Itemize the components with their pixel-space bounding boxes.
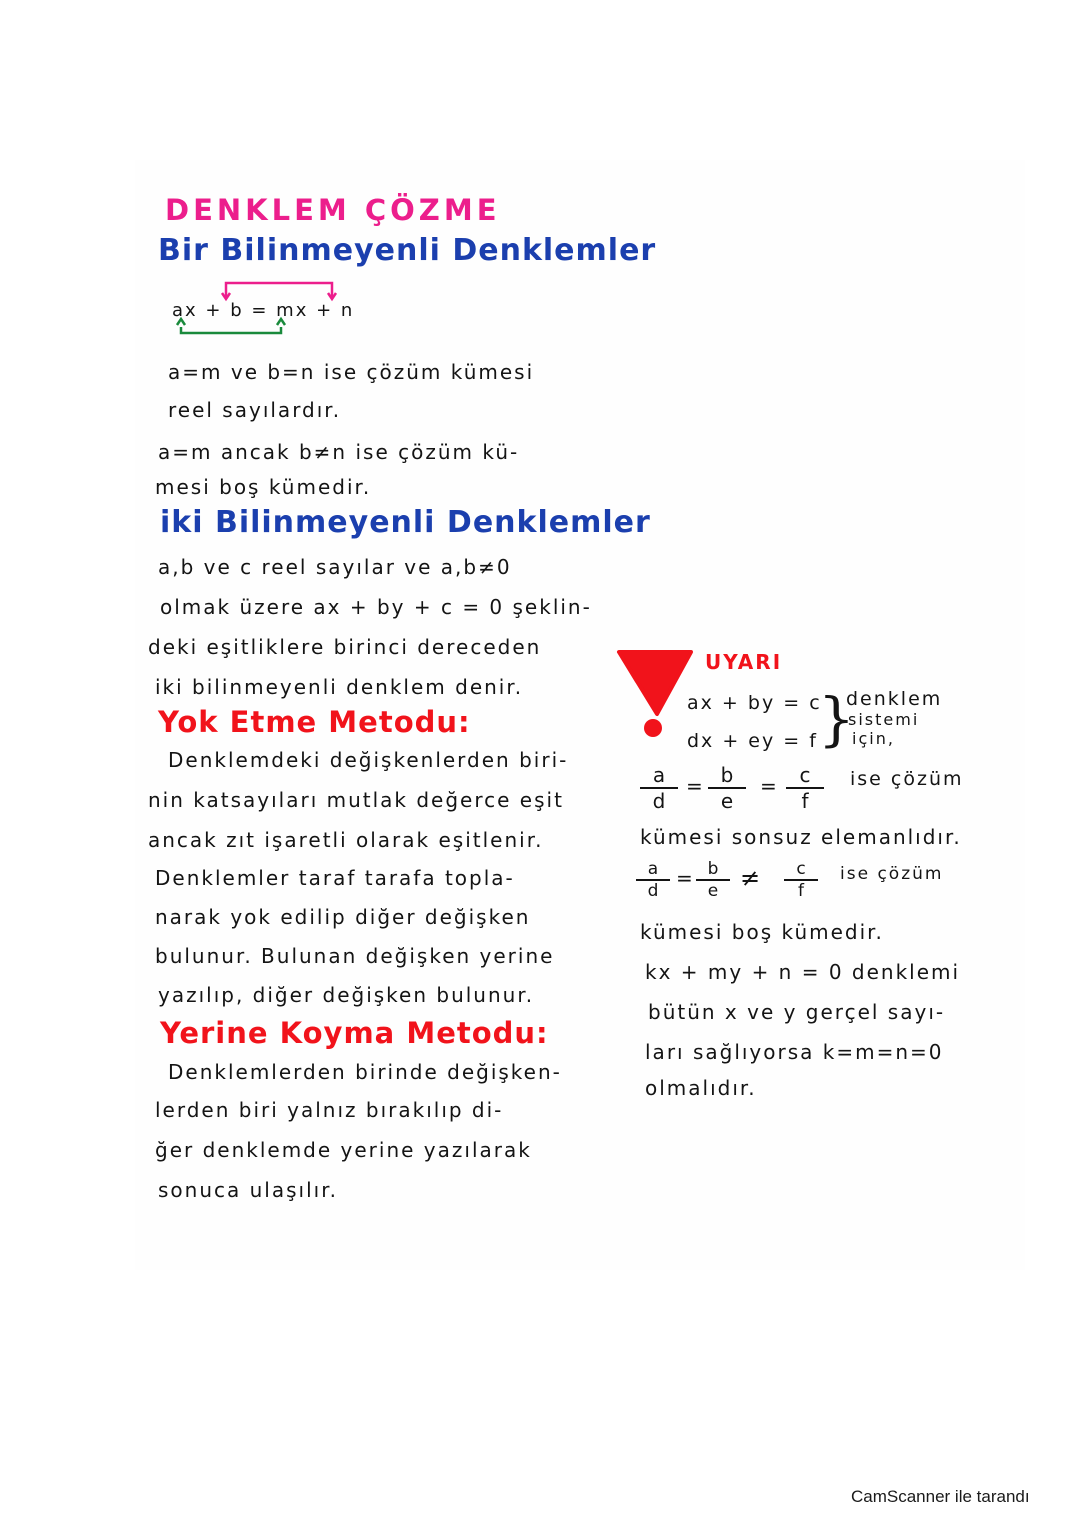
operator: =	[676, 866, 693, 890]
section-title-two-unknowns: iki Bilinmeyenli Denklemler	[160, 505, 651, 540]
text-line: ğer denklemde yerine yazılarak	[155, 1138, 532, 1162]
text-line: mesi boş kümedir.	[155, 475, 372, 499]
denominator: d	[647, 881, 659, 901]
text-line: olmalıdır.	[645, 1076, 757, 1100]
warning-exclamation-icon	[615, 648, 695, 738]
system-note-line: sistemi	[848, 710, 920, 729]
text-line: bütün x ve y gerçel sayı-	[648, 1000, 946, 1024]
text-line: lerden biri yalnız bırakılıp di-	[155, 1098, 504, 1122]
text-line: a,b ve c reel sayılar ve a,b≠0	[158, 555, 512, 579]
text-line: deki eşitliklere birinci dereceden	[148, 635, 542, 659]
fraction-c-over-f	[784, 860, 818, 900]
text-line: yazılıp, diğer değişken bulunur.	[158, 983, 535, 1007]
denominator: f	[798, 881, 804, 901]
method-title-elimination: Yok Etme Metodu:	[158, 705, 471, 739]
operator: =	[760, 774, 777, 798]
system-note-line: için,	[852, 729, 895, 748]
text-line: olmak üzere ax + by + c = 0 şeklin-	[160, 595, 592, 619]
text-line: ancak zıt işaretli olarak eşitlenir.	[148, 828, 544, 852]
system-equation-2: dx + ey = f	[687, 730, 818, 752]
system-note-line: denklem	[846, 688, 943, 710]
text-line: Denklemlerden birinde değişken-	[168, 1060, 562, 1084]
denominator: e	[720, 789, 734, 813]
text-line: ise çözüm	[840, 864, 944, 884]
text-line: kümesi sonsuz elemanlıdır.	[640, 825, 962, 849]
operator: ≠	[740, 864, 761, 892]
text-line: kx + my + n = 0 denklemi	[645, 960, 961, 984]
fraction-b-over-e	[708, 764, 746, 812]
equation-ax-b-mx-n: ax + b = mx + n	[172, 300, 355, 321]
text-line: iki bilinmeyenli denklem denir.	[155, 675, 524, 699]
warning-label: UYARI	[705, 650, 783, 674]
text-line: ları sağlıyorsa k=m=n=0	[645, 1040, 944, 1064]
text-line: bulunur. Bulunan değişken yerine	[155, 944, 555, 968]
numerator: c	[796, 859, 806, 879]
numerator: a	[647, 859, 659, 879]
numerator: b	[720, 763, 734, 787]
text-line: sonuca ulaşılır.	[158, 1178, 338, 1202]
fraction-a-over-d	[640, 764, 678, 812]
fraction-c-over-f	[786, 764, 824, 812]
scanner-watermark: CamScanner ile tarandı	[851, 1487, 1030, 1506]
section-title-one-unknown: Bir Bilinmeyenli Denklemler	[158, 233, 657, 268]
text-line: Denklemler taraf tarafa topla-	[155, 866, 515, 890]
numerator: c	[799, 763, 811, 787]
main-title: DENKLEM ÇÖZME	[165, 193, 501, 227]
system-equation-1: ax + by = c	[687, 692, 822, 714]
text-line: reel sayılardır.	[168, 398, 342, 422]
numerator: a	[652, 763, 666, 787]
numerator: b	[707, 859, 719, 879]
text-line: Denklemdeki değişkenlerden biri-	[168, 748, 569, 772]
operator: =	[686, 774, 703, 798]
text-line: a=m ve b=n ise çözüm kümesi	[168, 360, 535, 384]
denominator: d	[652, 789, 666, 813]
text-line: a=m ancak b≠n ise çözüm kü-	[158, 440, 520, 464]
denominator: e	[707, 881, 719, 901]
fraction-a-over-d	[636, 860, 670, 900]
text-line: nin katsayıları mutlak değerce eşit	[148, 788, 564, 812]
curly-brace: }	[818, 685, 855, 753]
fraction-b-over-e	[696, 860, 730, 900]
text-line: ise çözüm	[850, 768, 964, 790]
denominator: f	[801, 789, 809, 813]
text-line: narak yok edilip diğer değişken	[155, 905, 531, 929]
method-title-substitution: Yerine Koyma Metodu:	[160, 1016, 549, 1050]
text-line: kümesi boş kümedir.	[640, 920, 884, 944]
